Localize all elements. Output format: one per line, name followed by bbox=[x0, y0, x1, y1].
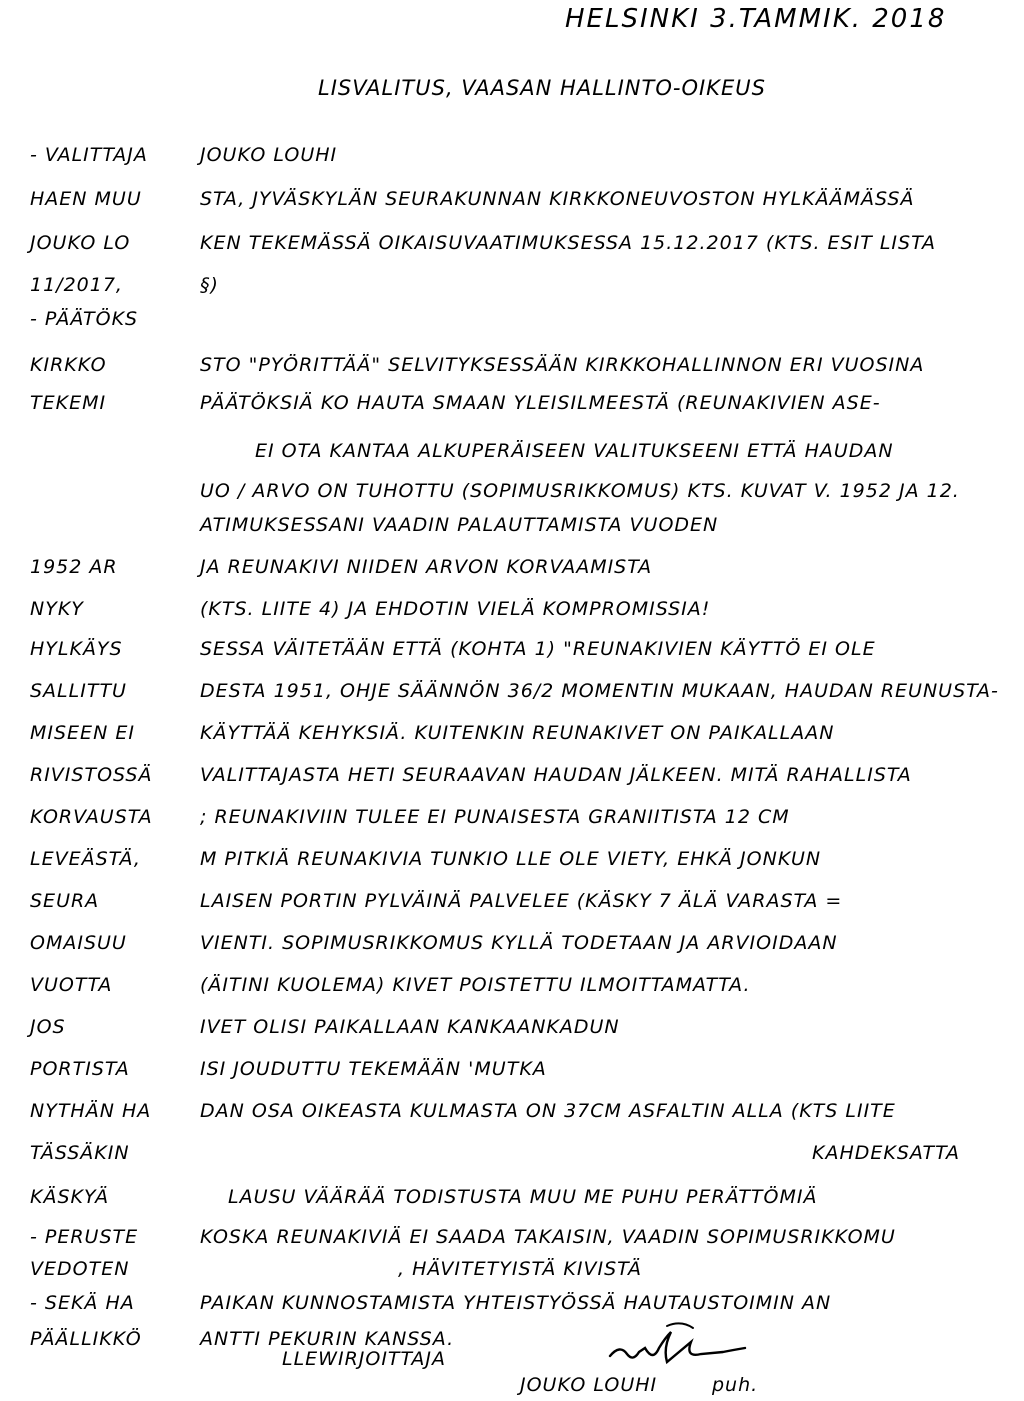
line-right: JOUKO LOUHI bbox=[200, 144, 338, 166]
line-right: LAUSU VÄÄRÄÄ TODISTUSTA MUU ME PUHU PERÄTTÖMIÄ bbox=[228, 1186, 818, 1208]
line-right: VIENTI. SOPIMUSRIKKOMUS KYLLÄ TODETAAN JA ARVIOIDAAN bbox=[200, 932, 838, 954]
line-right: , HÄVITETYISTÄ KIVISTÄ bbox=[398, 1258, 642, 1280]
line-left: TÄSSÄKIN bbox=[30, 1142, 130, 1164]
handwritten-signature bbox=[605, 1318, 755, 1368]
line-right: KEN TEKEMÄSSÄ OIKAISUVAATIMUKSESSA 15.12.2017 (KTS. ESIT LISTA bbox=[200, 232, 936, 254]
line-left: 11/2017, bbox=[30, 274, 123, 296]
line-right: PÄÄTÖKSIÄ KO HAUTA SMAAN YLEISILMEESTÄ (REUNAKIVIEN ASE- bbox=[200, 392, 881, 414]
line-left: - PERUSTE bbox=[30, 1226, 139, 1248]
phone-label: puh. bbox=[712, 1374, 759, 1396]
line-left: KIRKKO bbox=[30, 354, 107, 376]
line-right: VALITTAJASTA HETI SEURAAVAN HAUDAN JÄLKEEN. MITÄ RAHALLISTA bbox=[200, 764, 912, 786]
line-right: KOSKA REUNAKIVIÄ EI SAADA TAKAISIN, VAADIN SOPIMUSRIKKOMU bbox=[200, 1226, 896, 1248]
line-left: SALLITTU bbox=[30, 680, 127, 702]
line-left: HAEN MUU bbox=[30, 188, 142, 210]
line-left: VUOTTA bbox=[30, 974, 113, 996]
line-left: NYKY bbox=[30, 598, 84, 620]
line-left: JOS bbox=[30, 1016, 66, 1038]
document-title: LISVALITUS, VAASAN HALLINTO-OIKEUS bbox=[318, 76, 766, 100]
line-left: NYTHÄN HA bbox=[30, 1100, 152, 1122]
line-right: ISI JOUDUTTU TEKEMÄÄN 'MUTKA bbox=[200, 1058, 547, 1080]
line-right: SESSA VÄITETÄÄN ETTÄ (KOHTA 1) "REUNAKIVIEN KÄYTTÖ EI OLE bbox=[200, 638, 876, 660]
line-left: - VALITTAJA bbox=[30, 144, 148, 166]
line-left: JOUKO LO bbox=[30, 232, 131, 254]
line-left: SEURA bbox=[30, 890, 100, 912]
closing-label: LLEWIRJOITTAJA bbox=[282, 1348, 446, 1370]
line-right: (ÄITINI KUOLEMA) KIVET POISTETTU ILMOITTAMATTA. bbox=[200, 974, 751, 996]
line-left: 1952 AR bbox=[30, 556, 118, 578]
line-right: M PITKIÄ REUNAKIVIA TUNKIO LLE OLE VIETY, EHKÄ JONKUN bbox=[200, 848, 822, 870]
place-date: HELSINKI 3.TAMMIK. 2018 bbox=[565, 4, 947, 34]
line-right: (KTS. LIITE 4) JA EHDOTIN VIELÄ KOMPROMISSIA! bbox=[200, 598, 711, 620]
line-right: KAHDEKSATTA bbox=[812, 1142, 960, 1164]
line-left: - PÄÄTÖKS bbox=[30, 308, 139, 330]
line-right: LAISEN PORTIN PYLVÄINÄ PALVELEE (KÄSKY 7 ÄLÄ VARASTA = bbox=[200, 890, 843, 912]
line-right: STA, JYVÄSKYLÄN SEURAKUNNAN KIRKKONEUVOSTON HYLKÄÄMÄSSÄ bbox=[200, 188, 915, 210]
line-left: KÄSKYÄ bbox=[30, 1186, 110, 1208]
line-left: HYLKÄYS bbox=[30, 638, 123, 660]
line-right: ATIMUKSESSANI VAADIN PALAUTTAMISTA VUODEN bbox=[200, 514, 719, 536]
line-left: PORTISTA bbox=[30, 1058, 130, 1080]
line-right: PAIKAN KUNNOSTAMISTA YHTEISTYÖSSÄ HAUTAUSTOIMIN AN bbox=[200, 1292, 832, 1314]
line-left: MISEEN EI bbox=[30, 722, 135, 744]
line-right: §) bbox=[200, 274, 219, 296]
line-right: UO / ARVO ON TUHOTTU (SOPIMUSRIKKOMUS) KTS. KUVAT V. 1952 JA 12. bbox=[200, 480, 960, 502]
signer-name: JOUKO LOUHI bbox=[520, 1374, 658, 1396]
line-right: KÄYTTÄÄ KEHYKSIÄ. KUITENKIN REUNAKIVET ON PAIKALLAAN bbox=[200, 722, 835, 744]
line-right: STO "PYÖRITTÄÄ" SELVITYKSESSÄÄN KIRKKOHALLINNON ERI VUOSINA bbox=[200, 354, 925, 376]
line-left: - SEKÄ HA bbox=[30, 1292, 135, 1314]
line-right: DAN OSA OIKEASTA KULMASTA ON 37CM ASFALTIN ALLA (KTS LIITE bbox=[200, 1100, 896, 1122]
line-left: LEVEÄSTÄ, bbox=[30, 848, 141, 870]
line-right: JA REUNAKIVI NIIDEN ARVON KORVAAMISTA bbox=[200, 556, 653, 578]
line-left: TEKEMI bbox=[30, 392, 107, 414]
line-left: VEDOTEN bbox=[30, 1258, 130, 1280]
line-left: KORVAUSTA bbox=[30, 806, 153, 828]
line-right: ; REUNAKIVIIN TULEE EI PUNAISESTA GRANIITISTA 12 CM bbox=[200, 806, 790, 828]
line-right: ANTTI PEKURIN KANSSA. bbox=[200, 1328, 455, 1350]
line-right: EI OTA KANTAA ALKUPERÄISEEN VALITUKSEENI ETTÄ HAUDAN bbox=[255, 440, 894, 462]
line-right: DESTA 1951, OHJE SÄÄNNÖN 36/2 MOMENTIN MUKAAN, HAUDAN REUNUSTA- bbox=[200, 680, 999, 702]
line-left: OMAISUU bbox=[30, 932, 127, 954]
line-left: RIVISTOSSÄ bbox=[30, 764, 153, 786]
line-right: IVET OLISI PAIKALLAAN KANKAANKADUN bbox=[200, 1016, 620, 1038]
line-left: PÄÄLLIKKÖ bbox=[30, 1328, 142, 1350]
